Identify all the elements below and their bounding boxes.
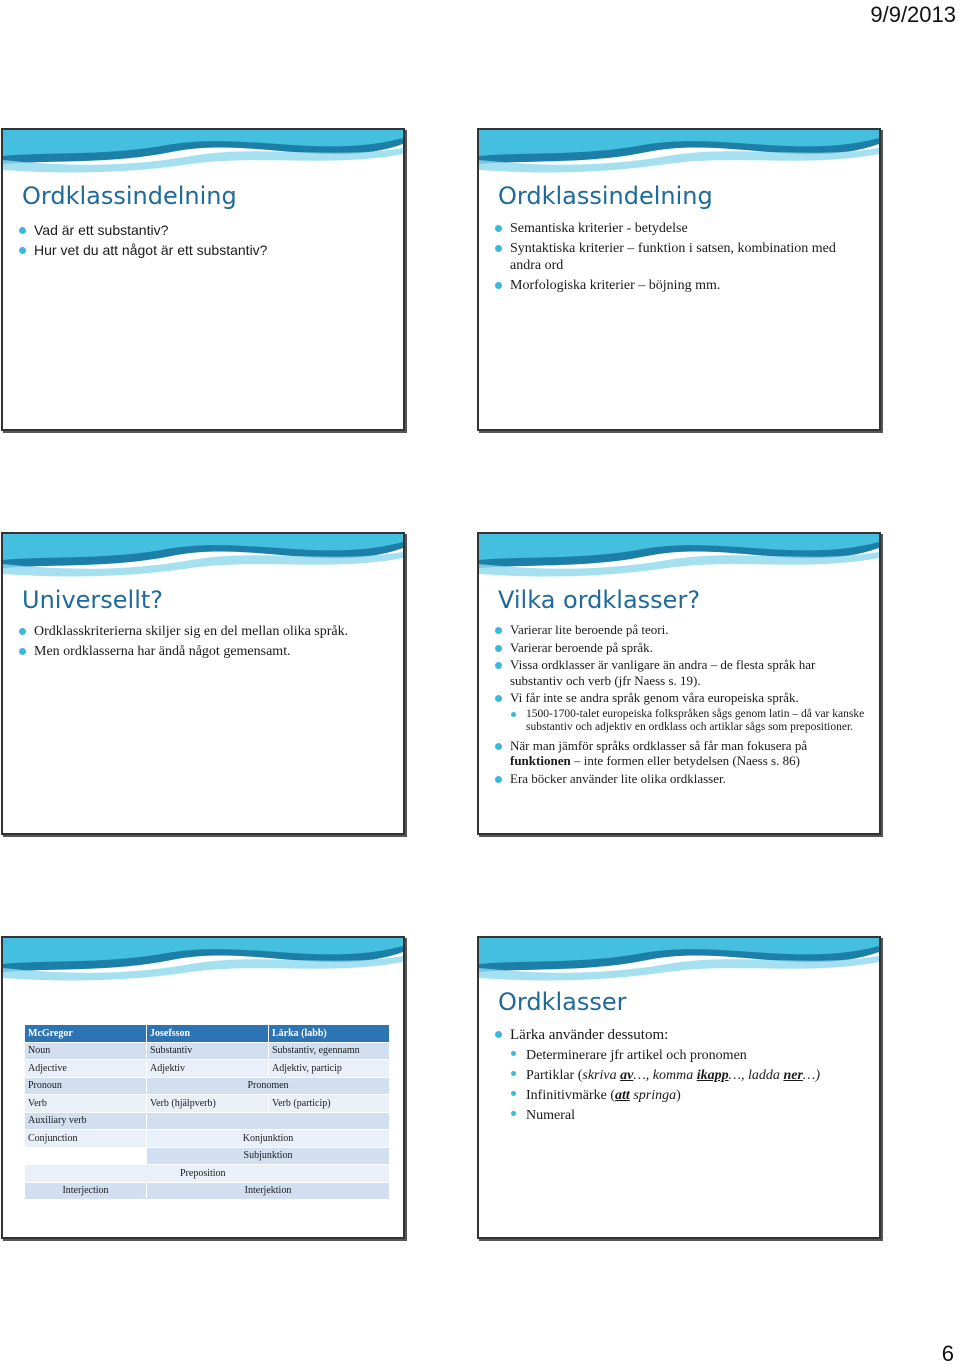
table-cell xyxy=(25,1147,147,1165)
slide-6 xyxy=(477,936,881,1239)
table-cell: Conjunction xyxy=(25,1130,147,1148)
table-cell: Verb (particip) xyxy=(269,1095,390,1113)
bullet-list xyxy=(17,623,391,663)
list-item: Men ordklasserna har ändå något gemensamt. xyxy=(17,643,391,660)
slide-3 xyxy=(1,532,405,835)
table-row xyxy=(25,1112,390,1130)
word-class-table xyxy=(24,1024,390,1200)
table-cell: Interjektion xyxy=(147,1182,390,1200)
table-cell: Adjektiv xyxy=(147,1060,269,1078)
table-row xyxy=(25,1130,390,1148)
text-span: Infinitivmärke ( xyxy=(526,1088,616,1103)
slide-banner-decoration xyxy=(479,938,879,990)
table-header-cell: McGregor xyxy=(25,1025,147,1043)
table-cell: Konjunktion xyxy=(147,1130,390,1148)
list-item: Era böcker använder lite olika ordklasser. xyxy=(493,771,867,787)
text-span: ) xyxy=(676,1088,681,1103)
table-cell: Substantiv, egennamn xyxy=(269,1042,390,1060)
list-item: Semantiska kriterier - betydelse xyxy=(493,220,867,237)
table-row xyxy=(25,1060,390,1078)
table-row xyxy=(25,1147,390,1165)
list-item: Lärka använder dessutom: xyxy=(493,1026,867,1044)
list-item: Vissa ordklasser är vanligare än andra – de flesta språk har substantiv och verb (jfr Naess s. 19). xyxy=(493,657,867,688)
list-item: Morfologiska kriterier – böjning mm. xyxy=(493,277,867,294)
slide-1 xyxy=(1,128,405,431)
text-span: av xyxy=(620,1068,634,1083)
table-cell: Noun xyxy=(25,1042,147,1060)
table-cell: Preposition xyxy=(25,1165,390,1183)
table-cell: Verb xyxy=(25,1095,147,1113)
bullet-list xyxy=(493,622,867,788)
bullet-list xyxy=(493,220,867,297)
text-span: …, komma xyxy=(633,1068,697,1083)
slide-title: Ordklassindelning xyxy=(498,182,713,210)
table-row xyxy=(25,1042,390,1060)
table-cell: Auxiliary verb xyxy=(25,1112,147,1130)
table-cell: Pronomen xyxy=(147,1077,390,1095)
text-span: …) xyxy=(802,1068,821,1083)
bullet-list xyxy=(17,222,391,262)
table-header-row xyxy=(25,1025,390,1043)
list-item: Varierar beroende på språk. xyxy=(493,640,867,656)
table-row xyxy=(25,1165,390,1183)
list-item: Vad är ett substantiv? xyxy=(17,222,391,239)
slide-banner-decoration xyxy=(3,938,403,990)
table-cell xyxy=(147,1112,390,1130)
page-number: 6 xyxy=(941,1341,954,1366)
table-cell: Interjection xyxy=(25,1182,147,1200)
list-item: Hur vet du att något är ett substantiv? xyxy=(17,242,391,259)
text-span: skriva xyxy=(582,1068,621,1083)
slide-banner-decoration xyxy=(3,130,403,182)
slide-5 xyxy=(1,936,405,1239)
slide-2 xyxy=(477,128,881,431)
compare-suffix: – inte formen eller betydelsen (Naess s. 86) xyxy=(573,753,800,768)
table-cell: Subjunktion xyxy=(147,1147,390,1165)
bullet-list xyxy=(493,1026,867,1127)
table-row xyxy=(25,1182,390,1200)
list-item xyxy=(493,738,867,769)
table-cell: Adjective xyxy=(25,1060,147,1078)
list-item-sub: Determinerare jfr artikel och pronomen xyxy=(509,1047,867,1064)
list-item-sub xyxy=(509,1087,867,1104)
list-item-sub: Numeral xyxy=(509,1107,867,1124)
slide-4 xyxy=(477,532,881,835)
slide-banner-decoration xyxy=(479,534,879,586)
table-row xyxy=(25,1095,390,1113)
table-cell: Substantiv xyxy=(147,1042,269,1060)
table-cell: Verb (hjälpverb) xyxy=(147,1095,269,1113)
table-header-cell: Josefsson xyxy=(147,1025,269,1043)
text-span: …, ladda xyxy=(728,1068,784,1083)
compare-bold: funktionen xyxy=(510,753,571,768)
list-item: Ordklasskriterierna skiljer sig en del mellan olika språk. xyxy=(17,623,391,640)
slide-title: Universellt? xyxy=(22,586,164,614)
list-item: Vi får inte se andra språk genom våra europeiska språk. xyxy=(493,690,867,706)
list-item: Syntaktiska kriterier – funktion i satsen, kombination med andra ord xyxy=(493,240,867,274)
table-cell: Pronoun xyxy=(25,1077,147,1095)
list-item-sub: 1500-1700-talet europeiska folkspråken sågs genom latin – då var kanske substantiv och adjektiv en ordklass och artiklar sågs som prepositioner. xyxy=(509,708,867,735)
table-header-cell: Lärka (labb) xyxy=(269,1025,390,1043)
slide-banner-decoration xyxy=(3,534,403,586)
table-row xyxy=(25,1077,390,1095)
text-span: att xyxy=(615,1088,630,1103)
text-span: ikapp xyxy=(696,1068,729,1083)
text-span: springa xyxy=(629,1088,677,1103)
slide-title: Ordklasser xyxy=(498,988,627,1016)
text-span: ner xyxy=(783,1068,803,1083)
print-date: 9/9/2013 xyxy=(870,2,956,27)
table-cell: Adjektiv, particip xyxy=(269,1060,390,1078)
list-item-sub xyxy=(509,1067,867,1084)
text-span: Partiklar ( xyxy=(526,1068,583,1083)
slide-title: Ordklassindelning xyxy=(22,182,237,210)
compare-prefix: När man jämför språks ordklasser så får man fokusera på xyxy=(510,737,808,753)
list-item: Varierar lite beroende på teori. xyxy=(493,622,867,638)
slide-banner-decoration xyxy=(479,130,879,182)
slide-title: Vilka ordklasser? xyxy=(498,586,701,614)
